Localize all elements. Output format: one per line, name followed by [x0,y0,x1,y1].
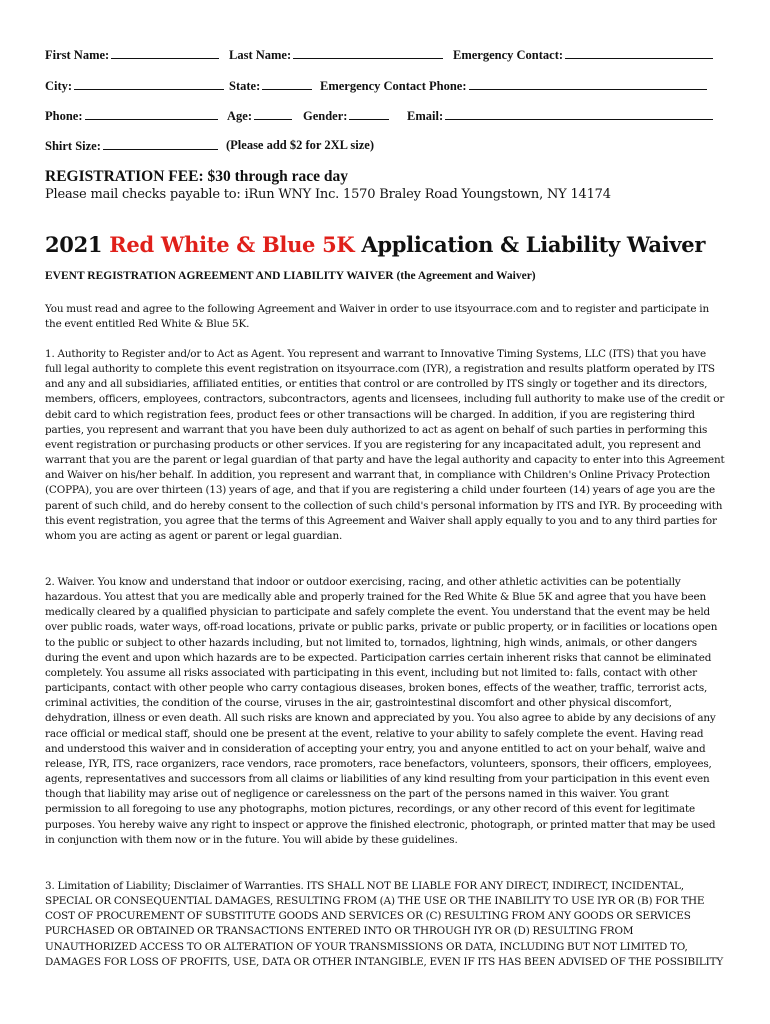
emergency-phone-label: Emergency Contact Phone: [320,79,467,93]
last-name-line[interactable] [293,47,443,59]
mail-checks-note: Please mail checks payable to: iRun WNY Inc. 1570 Braley Road Youngstown, NY 14174 [45,187,611,202]
gender-label: Gender: [303,109,348,123]
registration-fee: REGISTRATION FEE: $30 through race day [45,168,348,185]
city-label: City: [45,79,73,93]
gender-field[interactable] [303,108,389,124]
shirt-size-line[interactable] [103,138,218,150]
agreement-subheading: EVENT REGISTRATION AGREEMENT AND LIABILITY WAIVER (the Agreement and Waiver) [45,270,536,282]
first-name-field[interactable] [45,47,219,63]
gender-line[interactable] [349,108,389,120]
emergency-contact-field[interactable] [453,47,713,63]
last-name-label: Last Name: [229,48,292,62]
state-field[interactable] [229,78,312,94]
section-waiver: 2. Waiver. You know and understand that indoor or outdoor exercising, racing, and other athletic activities can be potentially hazardous. You attest that you are medically able and properly trained for the Red White & Blue 5K and agree that you have been medically cleared by a qualified physician to participate and safely complete the event. You understand that the event may be held over public roads, water ways, off-road locations, private or public parks, private or public property, or in facilities or locations open to the public or subject to other hazards including, but not limited to, tornados, lightning, high winds, animals, or other dangers during the event and upon which hazards are to be expected. Participation carries certain inherent risks that cannot be eliminated completely. You assume all risks associated with participating in this event, including but not limited to: falls, contact with other participants, contact with other people who carry contagious diseases, broken bones, effects of the weather, traffic, terrorist acts, criminal activities, the condition of the course, viruses in the air, gastrointestinal discomfort and other physical discomfort, dehydration, illness or even death. All such risks are known and appreciated by you. You also agree to abide by any decisions of any race official or medical staff, should one be present at the event, relative to your ability to safely complete the event. Having read and understood this waiver and in consideration of accepting your entry, you and anyone entitled to act on your behalf, waive and release, IYR, ITS, race organizers, race vendors, race promoters, race benefactors, volunteers, sponsors, their officers, employees, agents, representatives and successors from all claims or liabilities of any kind resulting from your participation in this event even though that liability may arise out of negligence or carelessness on the part of the persons named in this waiver. You grant permission to all foregoing to use any photographs, motion pictures, recordings, or any other record of this event for legitimate purposes. You hereby waive any right to inspect or approve the finished electronic, photograph, or printed matter that may be used in conjunction with them now or in the future. You will abide by these guidelines. [45,576,718,846]
emergency-contact-line[interactable] [565,47,713,59]
email-field[interactable] [407,108,713,124]
emergency-contact-label: Emergency Contact: [453,48,564,62]
shirt-size-label: Shirt Size: [45,139,101,153]
title-rest: Application & Liability Waiver [361,232,706,257]
age-field[interactable] [227,108,292,124]
city-line[interactable] [74,78,224,90]
last-name-field[interactable] [229,47,443,63]
first-name-label: First Name: [45,48,110,62]
city-field[interactable] [45,78,224,94]
agreement-intro: You must read and agree to the following Agreement and Waiver in order to use itsyourrace.com and to register and participate in the event entitled Red White & Blue 5K. [45,303,710,331]
age-label: Age: [227,109,252,123]
title-event-name: Red White & Blue 5K [109,232,355,257]
emergency-phone-line[interactable] [469,78,707,90]
state-line[interactable] [262,78,312,90]
shirt-size-field[interactable] [45,138,218,154]
phone-field[interactable] [45,108,218,124]
phone-line[interactable] [85,108,218,120]
first-name-line[interactable] [111,47,219,59]
age-line[interactable] [254,108,292,120]
email-line[interactable] [445,108,713,120]
page-title [45,232,705,257]
phone-label: Phone: [45,109,83,123]
section-limitation: 3. Limitation of Liability; Disclaimer of Warranties. ITS SHALL NOT BE LIABLE FOR ANY DIRECT, INDIRECT, INCIDENTAL, SPECIAL OR CONSEQUENTIAL DAMAGES, RESULTING FROM (A) THE USE OR THE INABILITY TO USE IYR OR (B) FOR THE COST OF PROCUREMENT OF SUBSTITUTE GOODS AND SERVICES OR (C) RESULTING FROM ANY GOODS OR SERVICES PURCHASED OR OBTAINED OR TRANSACTIONS ENTERED INTO OR THROUGH IYR OR (D) RESULTING FROM UNAUTHORIZED ACCESS TO OR ALTERATION OF YOUR TRANSMISSIONS OR DATA, INCLUDING BUT NOT LIMITED TO, DAMAGES FOR LOSS OF PROFITS, USE, DATA OR OTHER INTANGIBLE, EVEN IF ITS HAS BEEN ADVISED OF THE POSSIBILITY [45,880,724,968]
email-label: Email: [407,109,444,123]
emergency-phone-field[interactable] [320,78,707,94]
state-label: State: [229,79,261,93]
title-year: 2021 [45,232,103,257]
section-authority: 1. Authority to Register and/or to Act as Agent. You represent and warrant to Innovative Timing Systems, LLC (ITS) that you have full legal authority to complete this event registration on itsyourrace.com (IYR), a registration and results platform operated by ITS and any and all subsidiaries, affiliated entities, or entities that control or are controlled by ITS singly or together and its directors, members, officers, employees, contractors, subcontractors, agents and licensees, including full authority to make use of the credit or debit card to which registration fees, product fees or other transactions will be charged. In addition, if you are registering third parties, you represent and warrant that you have been duly authorized to act as agent on behalf of such parties in performing this event registration or purchasing products or other services. If you are registering for any incapacitated adult, you represent and warrant that you are the parent or legal guardian of that party and have the legal authority and capacity to enter into this Agreement and Waiver on his/her behalf. In addition, you represent and warrant that, in compliance with Children's Online Privacy Protection (COPPA), you are over thirteen (13) years of age, and that if you are registering a child under fourteen (14) years of age you are the parent of such child, and do hereby consent to the collection of such child's personal information by ITS and IYR. By proceeding with this event registration, you agree that the terms of this Agreement and Waiver shall apply equally to you and to any third parties for whom you are acting as agent or parent or legal guardian. [45,348,725,542]
shirt-note: (Please add $2 for 2XL size) [226,138,375,152]
